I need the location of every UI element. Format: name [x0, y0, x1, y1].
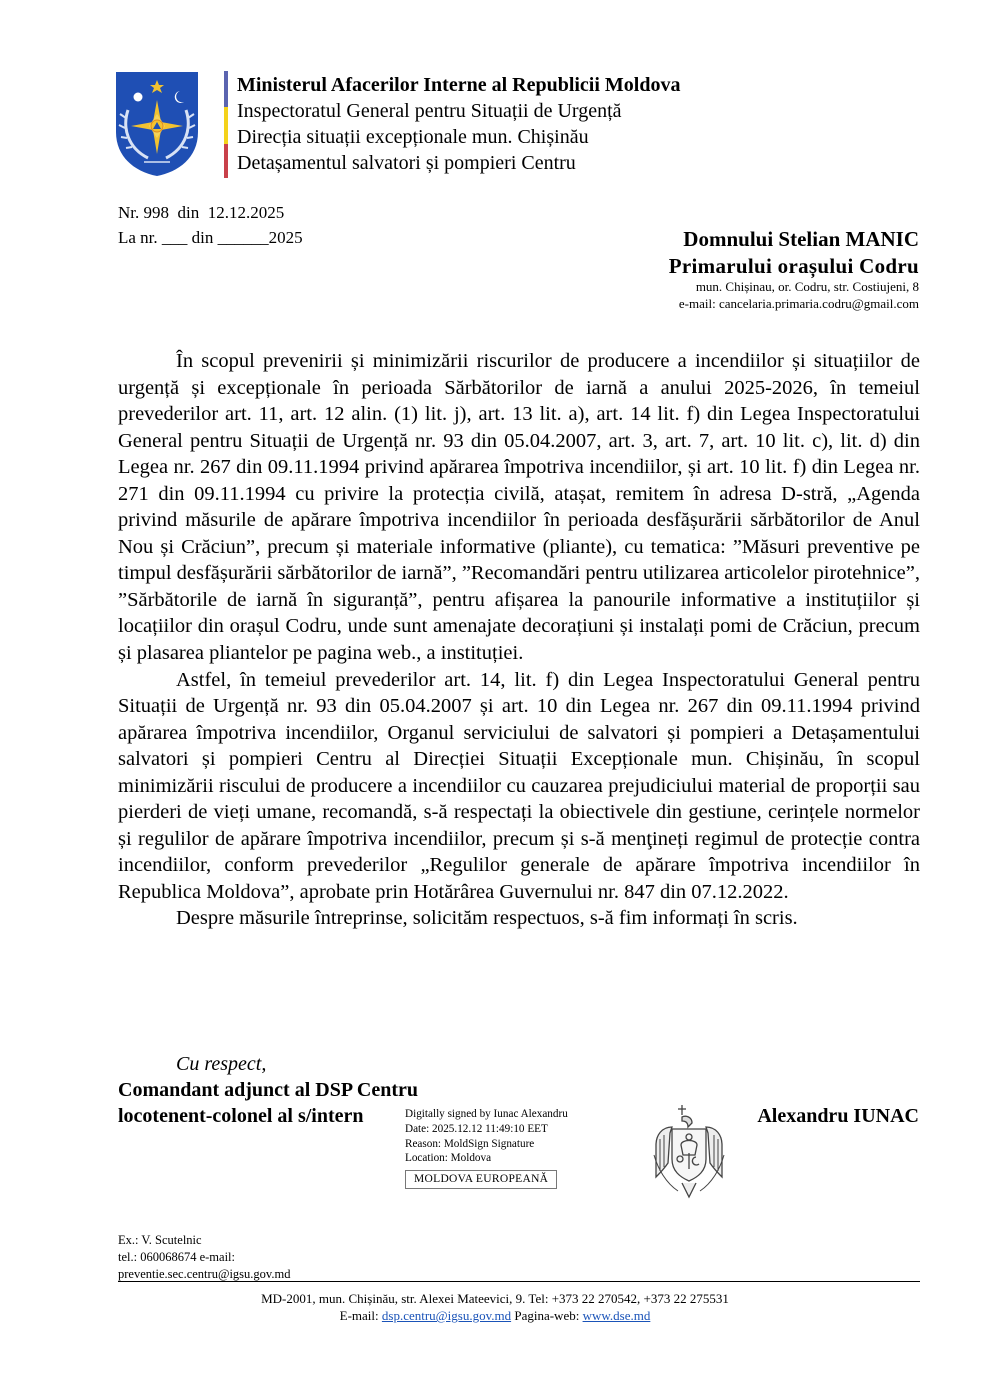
signer-position: Comandant adjunct al DSP Centru [118, 1079, 419, 1101]
executor-phone: tel.: 060068674 e-mail: [118, 1250, 235, 1264]
ministry-name: Ministerul Afacerilor Interne al Republicii Moldova [237, 74, 681, 96]
closing-salutation: Cu respect, [176, 1053, 267, 1075]
letter-body [118, 348, 920, 932]
footer-divider [118, 1281, 920, 1282]
signature-location: Location: Moldova [405, 1152, 492, 1165]
recipient-name: Domnului Stelian MANIC [683, 227, 919, 251]
digital-signature [405, 1107, 568, 1189]
document-number: Nr. 998 din 12.12.2025 [118, 203, 285, 222]
recipient-title: Primarului orașului Codru [668, 254, 919, 278]
signed-by: Digitally signed by Iunac Alexandru [405, 1108, 568, 1120]
footer-contacts [0, 1307, 990, 1324]
detachment-name: Detașamentul salvatori și pompieri Centru [237, 152, 576, 174]
footer-email-link[interactable]: dsp.centru@igsu.gov.md [381, 1308, 512, 1323]
igsu-emblem-icon [114, 70, 200, 178]
moldova-coat-of-arms-icon [652, 1103, 726, 1199]
signature-reason: Reason: MoldSign Signature [405, 1137, 535, 1150]
executor-name: Ex.: V. Scutelnic [118, 1233, 202, 1247]
executor-email: preventie.sec.centru@igsu.gov.md [118, 1267, 291, 1281]
body-paragraph: Despre măsurile întreprinse, solicităm respectuos, s-ă fim informați în scris. [176, 907, 798, 930]
reply-reference: La nr. ___ din ______2025 [118, 228, 303, 247]
footer-address: MD-2001, mun. Chișinău, str. Alexei Mateevici, 9. Tel: +373 22 270542, +373 22 275531 [261, 1291, 729, 1306]
signature-stamp: MOLDOVA EUROPEANĂ [405, 1170, 557, 1189]
footer-web-label: Pagina-web: [514, 1308, 580, 1323]
tricolor-bar [224, 71, 228, 178]
directorate-name: Direcția situații excepționale mun. Chișinău [237, 126, 589, 148]
inspectorate-name: Inspectoratul General pentru Situații de Urgență [237, 100, 622, 122]
signer-rank: locotenent-colonel al s/intern [118, 1105, 364, 1127]
recipient-email: e-mail: cancelaria.primaria.codru@gmail.com [678, 296, 919, 311]
signature-date: Date: 2025.12.12 11:49:10 EET [405, 1122, 548, 1135]
recipient-address: mun. Chișinau, or. Codru, str. Costiujeni, 8 [695, 279, 919, 294]
body-paragraph: În scopul prevenirii și minimizării riscurilor de producere a incendiilor și situațiilor de urgență și excepționale în perioada Sărbătorilor de iarnă a anului 2025-2026, în temeiul prevederilor art. 11, art. 12 alin. (1) lit. j), art. 13 lit. a), art. 14 lit. f) din Legea Inspectoratului General pentru Situații de Urgență nr. 93 din 05.04.2007, art. 3, art. 7, art. 10 lit. c), lit. d) din Legea nr. 267 din 09.11.1994 privind apărarea împotriva incendiilor, și art. 10 lit. f) din Legea nr. 271 din 09.11.1994 cu privire la protecția civilă, atașat, remitem în adresa D-stră, „Agenda privind măsurile de apărare împotriva incendiilor în perioada desfășurării sărbătorilor de Anul Nou și Crăciun”, precum și materiale informative (pliante), cu tematica: ”Măsuri preventive pe timpul desfășurării sărbătorilor de iarnă”, ”Recomandări pentru utilizarea articolelor pirotehnice”, ”Sărbătorile de iarnă în siguranță”, pentru afișarea la panourile informative a instituțiilor și locațiilor din orașul Codru, unde sunt amenajate decorațiuni și instalați pomi de Crăciun, precum și plasarea pliantelor pe pagina web., a instituției. [118, 350, 920, 665]
footer-email-label: E-mail: [339, 1308, 379, 1323]
body-paragraph: Astfel, în temeiul prevederilor art. 14, lit. f) din Legea Inspectoratului General pentru Situații de Urgență nr. 93 din 05.04.2007 și art. 10 din Legea nr. 267 din 09.11.1994 privind apărarea împotriva incendiilor, Organul serviciului de salvatori și pompieri a Detașamentului salvatori și pompieri Centru al Direcției Situații Excepționale mun. Chișinău, în scopul minimizării riscului de producere a incendiilor cu cauzarea prejudiciului material de proporții sau pierderi de vieți umane, recomandă, s-ă respectați la obiectivele din gestiune, cerințele normelor și regulilor de apărare împotriva incendiilor, precum și s-ă menţineți regimul de protecție contra incendiilor, conform prevederilor „Regulilor generale de apărare împotriva incendiilor în Republica Moldova”, aprobate prin Hotărârea Guvernului nr. 847 din 07.12.2022. [118, 668, 920, 903]
signer-name: Alexandru IUNAC [757, 1105, 919, 1127]
footer-web-link[interactable]: www.dse.md [582, 1308, 651, 1323]
